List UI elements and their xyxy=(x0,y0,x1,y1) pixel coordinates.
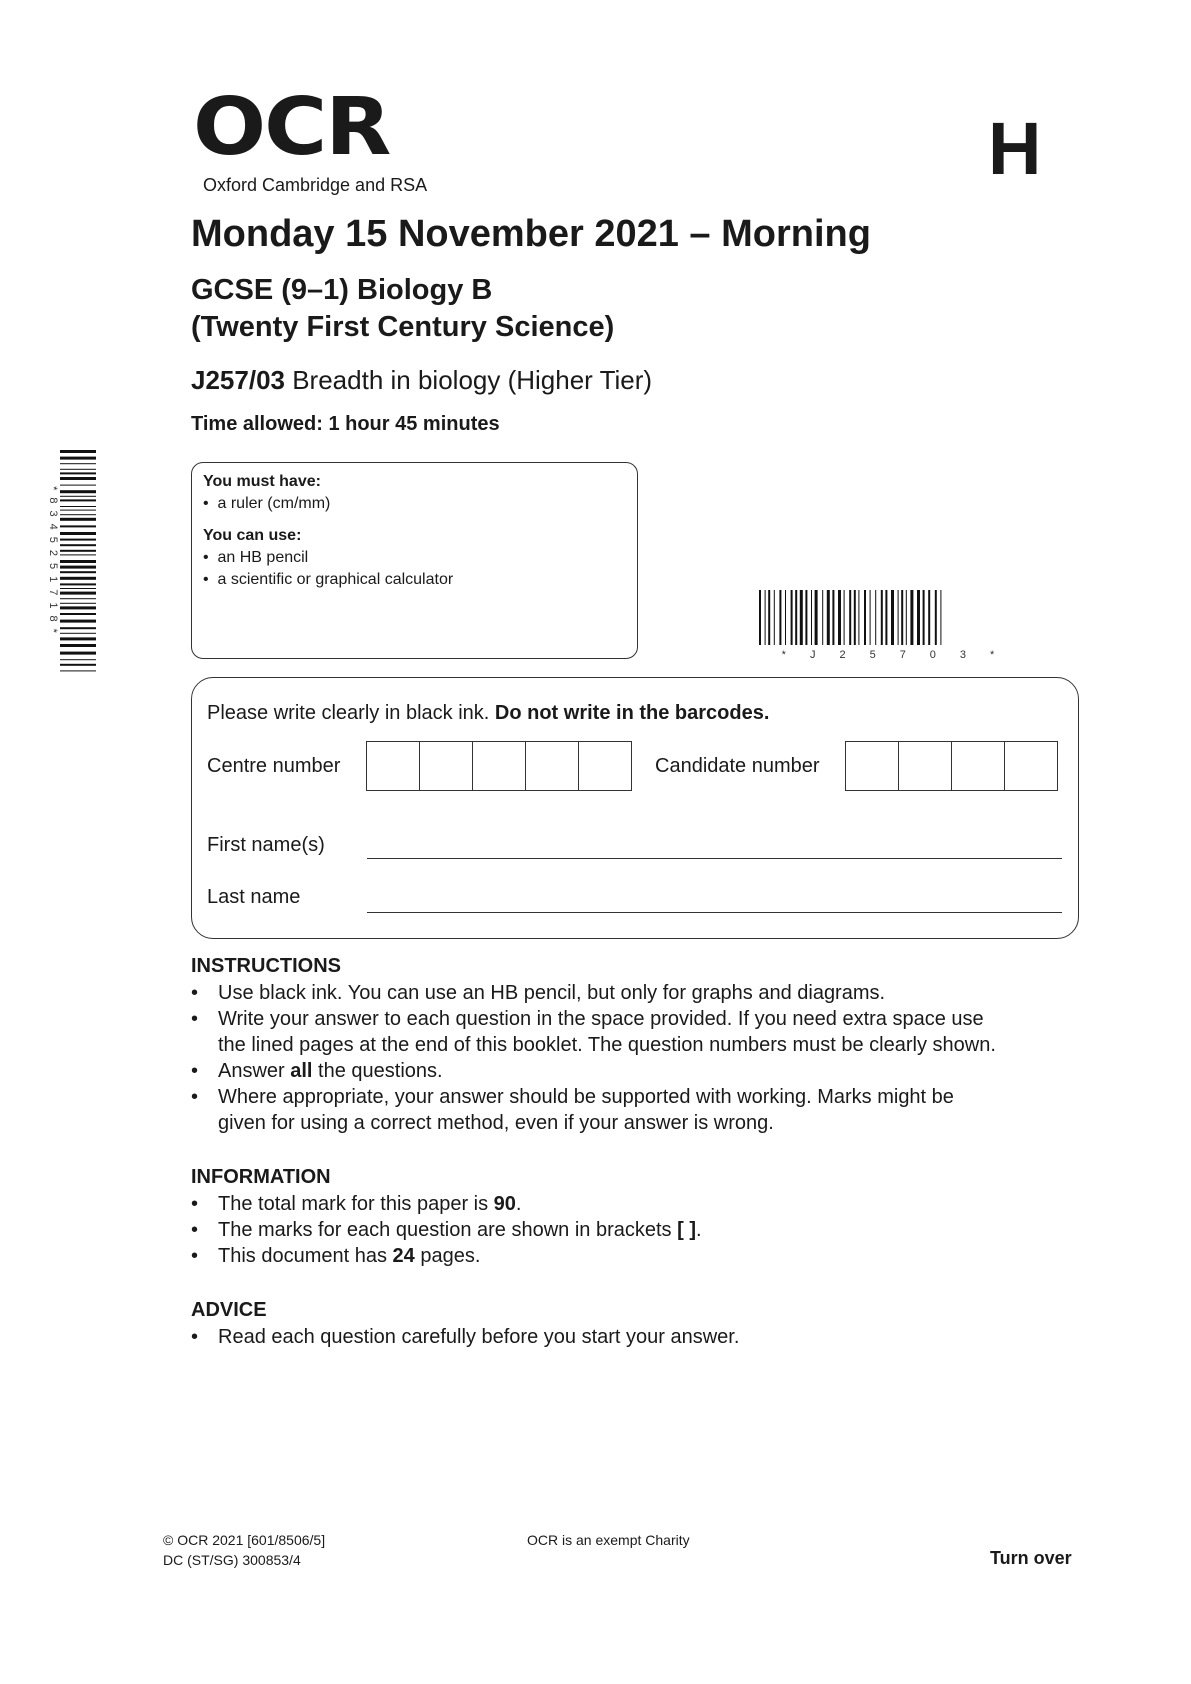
centre-digit-box[interactable] xyxy=(578,741,632,791)
centre-number-label: Centre number xyxy=(207,755,341,777)
candidate-digit-box[interactable] xyxy=(951,741,1005,791)
subject-title-line1: GCSE (9–1) Biology B xyxy=(191,274,493,306)
paper-title: Breadth in biology (Higher Tier) xyxy=(292,365,653,395)
do-not-write-barcodes: Do not write in the barcodes. xyxy=(494,702,770,724)
turn-over: Turn over xyxy=(990,1548,1072,1568)
paper-barcode xyxy=(757,590,1043,660)
candidate-number-label: Candidate number xyxy=(655,755,820,777)
first-name-label: First name(s) xyxy=(207,834,325,856)
advice-heading: ADVICE xyxy=(191,1299,267,1321)
candidate-digit-box[interactable] xyxy=(898,741,952,791)
write-clearly-note: Please write clearly in black ink. Do not write in the barcodes. xyxy=(207,702,770,724)
footer-copyright: © OCR 2021 [601/8506/5] xyxy=(163,1532,326,1548)
paper-barcode-text: *J25703* xyxy=(781,649,1019,660)
instructions-heading: INSTRUCTIONS xyxy=(191,955,341,977)
centre-digit-box[interactable] xyxy=(366,741,420,791)
last-name-line[interactable] xyxy=(367,912,1062,913)
centre-digit-box[interactable] xyxy=(419,741,473,791)
candidate-digit-box[interactable] xyxy=(1004,741,1058,791)
side-barcode-text: *8345251718* xyxy=(47,486,59,640)
paper-line xyxy=(191,367,652,393)
footer-dc-code: DC (ST/SG) 300853/4 xyxy=(163,1552,301,1568)
information-heading: INFORMATION xyxy=(191,1166,331,1188)
centre-digit-box[interactable] xyxy=(525,741,579,791)
tier-letter: H xyxy=(988,107,1042,190)
ocr-logo: OCR xyxy=(193,81,390,174)
side-barcode xyxy=(46,448,98,678)
last-name-label: Last name xyxy=(207,886,301,908)
time-allowed: Time allowed: 1 hour 45 minutes xyxy=(191,413,500,435)
can-use-item: • a scientific or graphical calculator xyxy=(203,571,454,588)
must-have-heading: You must have: xyxy=(203,473,321,490)
ocr-logo-tagline: Oxford Cambridge and RSA xyxy=(203,175,428,195)
centre-number-boxes[interactable] xyxy=(367,741,632,791)
candidate-digit-box[interactable] xyxy=(845,741,899,791)
first-name-line[interactable] xyxy=(367,858,1062,859)
candidate-number-boxes[interactable] xyxy=(846,741,1058,791)
paper-code: J257/03 xyxy=(191,365,285,395)
exam-date: Monday 15 November 2021 – Morning xyxy=(191,213,871,255)
centre-digit-box[interactable] xyxy=(472,741,526,791)
footer-charity: OCR is an exempt Charity xyxy=(527,1532,690,1548)
can-use-heading: You can use: xyxy=(203,527,302,544)
must-have-item: • a ruler (cm/mm) xyxy=(203,495,331,512)
can-use-item: • an HB pencil xyxy=(203,549,309,566)
subject-title-line2: (Twenty First Century Science) xyxy=(191,311,615,343)
